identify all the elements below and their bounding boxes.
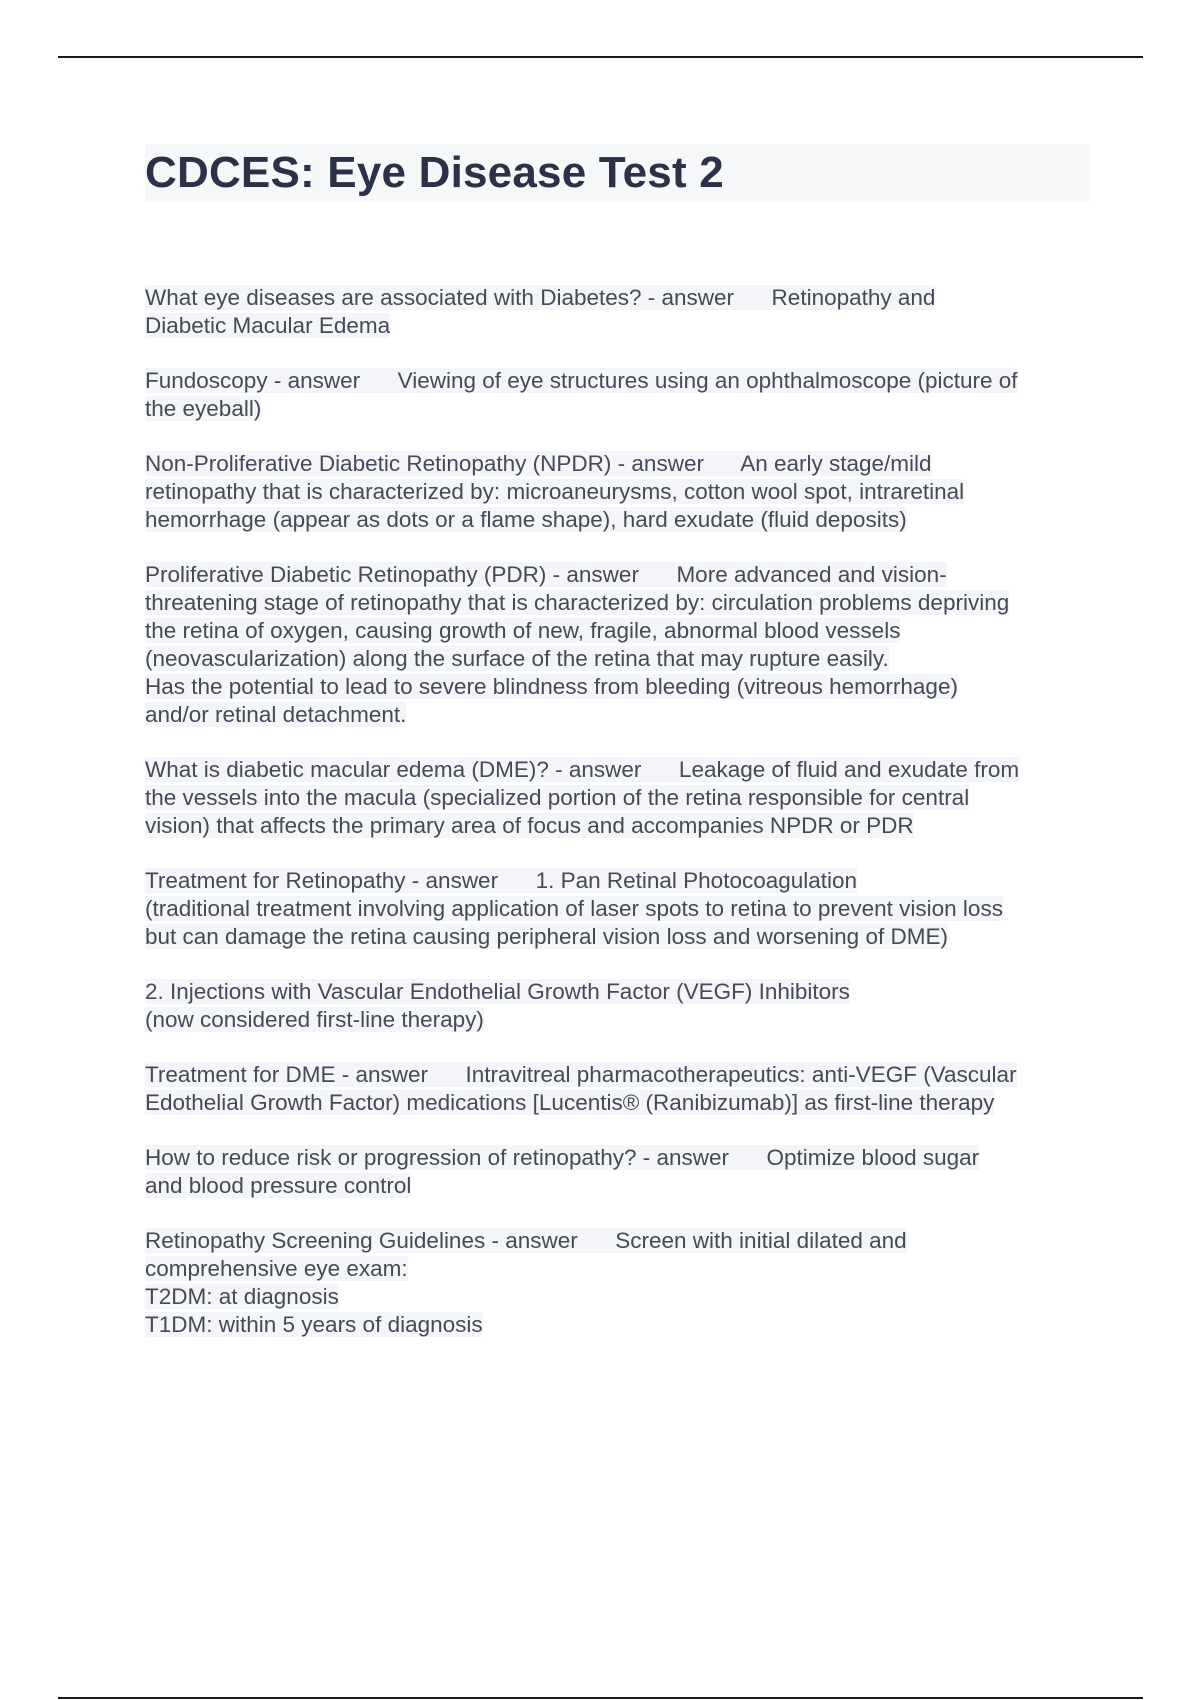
qa-line-text: vision) that affects the primary area of focus and accompanies NPDR or PDR bbox=[145, 813, 914, 838]
qa-line-text: 2. Injections with Vascular Endothelial Growth Factor (VEGF) Inhibitors bbox=[145, 979, 850, 1004]
qa-line bbox=[145, 312, 1090, 340]
qa-item bbox=[145, 1227, 1090, 1339]
qa-line bbox=[145, 617, 1090, 645]
qa-line bbox=[145, 1255, 1090, 1283]
qa-line bbox=[145, 978, 1090, 1006]
qa-line-text: (traditional treatment involving application of laser spots to retina to prevent vision loss bbox=[145, 896, 1003, 921]
qa-item bbox=[145, 367, 1090, 423]
qa-line bbox=[145, 673, 1090, 701]
qa-line bbox=[145, 1061, 1090, 1089]
qa-line bbox=[145, 478, 1090, 506]
qa-line-text: the eyeball) bbox=[145, 396, 262, 421]
qa-line bbox=[145, 645, 1090, 673]
qa-line-text: Fundoscopy - answer Viewing of eye structures using an ophthalmoscope (picture of bbox=[145, 368, 1018, 393]
qa-line-text: and/or retinal detachment. bbox=[145, 702, 407, 727]
qa-line bbox=[145, 589, 1090, 617]
qa-line-text: the retina of oxygen, causing growth of new, fragile, abnormal blood vessels bbox=[145, 618, 901, 643]
top-rule bbox=[58, 56, 1143, 58]
qa-line bbox=[145, 1089, 1090, 1117]
qa-line bbox=[145, 1172, 1090, 1200]
bottom-rule bbox=[58, 1697, 1143, 1699]
qa-line-text: Retinopathy Screening Guidelines - answer Screen with initial dilated and bbox=[145, 1228, 907, 1253]
qa-line-text: but can damage the retina causing peripheral vision loss and worsening of DME) bbox=[145, 924, 948, 949]
qa-item bbox=[145, 1061, 1090, 1117]
qa-line-text: hemorrhage (appear as dots or a flame shape), hard exudate (fluid deposits) bbox=[145, 507, 907, 532]
qa-line-text: Edothelial Growth Factor) medications [Lucentis® (Ranibizumab)] as first-line therapy bbox=[145, 1090, 995, 1115]
qa-line bbox=[145, 284, 1090, 312]
qa-line-text: Diabetic Macular Edema bbox=[145, 313, 391, 338]
qa-line-text: How to reduce risk or progression of retinopathy? - answer Optimize blood sugar bbox=[145, 1145, 980, 1170]
qa-item bbox=[145, 1144, 1090, 1200]
qa-line bbox=[145, 561, 1090, 589]
qa-line-text: (neovascularization) along the surface of the retina that may rupture easily. bbox=[145, 646, 889, 671]
qa-line bbox=[145, 812, 1090, 840]
qa-item bbox=[145, 450, 1090, 534]
qa-list bbox=[145, 284, 1090, 1366]
qa-line-text: What is diabetic macular edema (DME)? - answer Leakage of fluid and exudate from bbox=[145, 757, 1020, 782]
qa-line-text: retinopathy that is characterized by: microaneurysms, cotton wool spot, intraretinal bbox=[145, 479, 965, 504]
qa-line bbox=[145, 784, 1090, 812]
qa-line-text: Treatment for Retinopathy - answer 1. Pan Retinal Photocoagulation bbox=[145, 868, 858, 893]
qa-line bbox=[145, 450, 1090, 478]
qa-line bbox=[145, 506, 1090, 534]
qa-item bbox=[145, 561, 1090, 729]
qa-line bbox=[145, 395, 1090, 423]
qa-line bbox=[145, 1311, 1090, 1339]
qa-item bbox=[145, 867, 1090, 951]
qa-line-text: (now considered first-line therapy) bbox=[145, 1007, 484, 1032]
qa-line-text: Has the potential to lead to severe blindness from bleeding (vitreous hemorrhage) bbox=[145, 674, 958, 699]
qa-line-text: and blood pressure control bbox=[145, 1173, 412, 1198]
qa-line-text: What eye diseases are associated with Diabetes? - answer Retinopathy and bbox=[145, 285, 936, 310]
qa-line bbox=[145, 367, 1090, 395]
qa-line bbox=[145, 701, 1090, 729]
qa-line-text: Non-Proliferative Diabetic Retinopathy (NPDR) - answer An early stage/mild bbox=[145, 451, 932, 476]
qa-line bbox=[145, 1144, 1090, 1172]
qa-line bbox=[145, 923, 1090, 951]
qa-line bbox=[145, 1006, 1090, 1034]
page-title: CDCES: Eye Disease Test 2 bbox=[145, 148, 724, 197]
qa-line bbox=[145, 867, 1090, 895]
qa-line-text: threatening stage of retinopathy that is characterized by: circulation problems depriving bbox=[145, 590, 1010, 615]
qa-line bbox=[145, 895, 1090, 923]
qa-item bbox=[145, 978, 1090, 1034]
qa-line bbox=[145, 1227, 1090, 1255]
qa-line-text: T2DM: at diagnosis bbox=[145, 1284, 339, 1309]
qa-line bbox=[145, 756, 1090, 784]
qa-item bbox=[145, 756, 1090, 840]
qa-line-text: Treatment for DME - answer Intravitreal pharmacotherapeutics: anti-VEGF (Vascular bbox=[145, 1062, 1017, 1087]
qa-item bbox=[145, 284, 1090, 340]
qa-line-text: T1DM: within 5 years of diagnosis bbox=[145, 1312, 483, 1337]
qa-line bbox=[145, 1283, 1090, 1311]
qa-line-text: the vessels into the macula (specialized portion of the retina responsible for central bbox=[145, 785, 970, 810]
qa-line-text: Proliferative Diabetic Retinopathy (PDR) - answer More advanced and vision- bbox=[145, 562, 947, 587]
qa-line-text: comprehensive eye exam: bbox=[145, 1256, 408, 1281]
